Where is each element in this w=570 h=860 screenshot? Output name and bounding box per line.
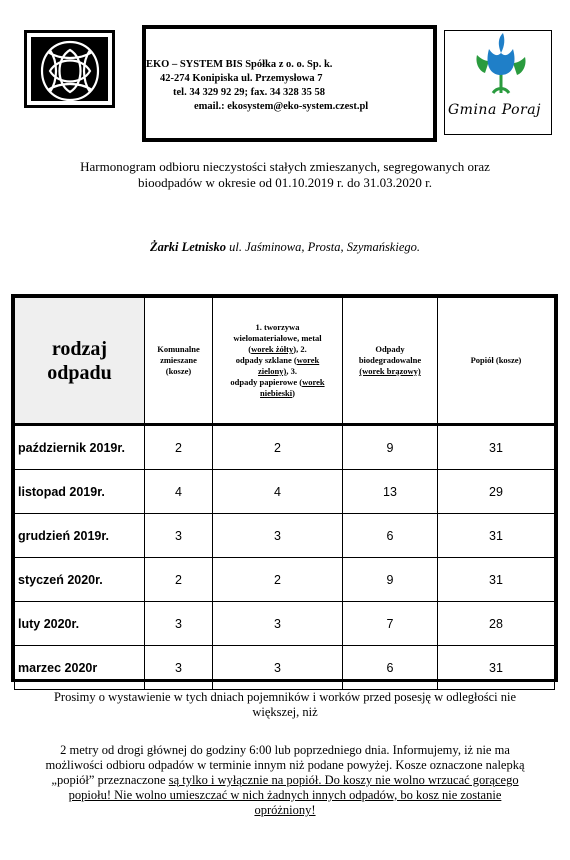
header-bio: Odpady biodegradowalne (worek brązowy) [343,298,438,425]
cell-bio: 13 [343,470,438,514]
cell-segregowane: 3 [213,602,343,646]
location-line [0,240,570,255]
cell-bio: 9 [343,425,438,470]
cell-segregowane: 2 [213,425,343,470]
schedule-heading-line2: bioodpadów w okresie od 01.10.2019 r. do 31.03.2020 r. [138,175,432,190]
cell-popiol: 31 [438,558,555,602]
location-streets: ul. Jaśminowa, Prosta, Szymańskiego. [226,240,421,254]
cell-segregowane: 4 [213,470,343,514]
row-month: listopad 2019r. [15,470,145,514]
company-phone: tel. 34 329 92 29; fax. 34 328 35 58 [173,87,325,98]
schedule-table [11,294,558,682]
cell-popiol: 29 [438,470,555,514]
company-name: EKO – SYSTEM BIS Spółka z o. o. Sp. k. [146,59,333,70]
cell-popiol: 31 [438,514,555,558]
schedule-heading-line1: Harmonogram odbioru nieczystości stałych zmieszanych, segregowanych oraz [80,159,490,174]
cell-komunalne: 3 [145,646,213,690]
row-month: grudzień 2019r. [15,514,145,558]
header-popiol: Popiół (kosze) [438,298,555,425]
cell-komunalne: 3 [145,602,213,646]
row-month: luty 2020r. [15,602,145,646]
gmina-logo-text: Gmina Poraj [448,102,541,118]
note-paragraph-2: 2 metry od drogi głównej do godziny 6:00 lub poprzedniego dnia. Informujemy, iż nie ma możliwości odbioru odpadów w terminie innym niż podane powyżej. Kosze oznaczone nalepką „popiół” przeznaczone są tylko i wyłącznie na popiół. Do koszy nie wolno wrzucać gorącego popiołu! Nie wolno umieszczać w nich żadnych innych odpadów, bo kosz nie zostanie opróżniony! [45,743,525,817]
table-row [15,425,555,470]
cell-komunalne: 4 [145,470,213,514]
cell-bio: 7 [343,602,438,646]
table-row [15,558,555,602]
row-month: październik 2019r. [15,425,145,470]
cell-segregowane: 2 [213,558,343,602]
location-town: Żarki Letnisko [149,240,227,254]
gmina-poraj-logo [444,30,552,135]
cell-segregowane: 3 [213,646,343,690]
company-info-box [142,25,437,142]
cell-komunalne: 2 [145,558,213,602]
cell-segregowane: 3 [213,514,343,558]
header-segregowane: 1. tworzywa wielomateriałowe, metal (worek żółty), 2. odpady szklane (worek zielony), 3. odpady papierowe (worek niebieski) [213,298,343,425]
table-row [15,602,555,646]
knot-emblem-icon [36,38,104,104]
row-month: styczeń 2020r. [15,558,145,602]
header-komunalne: Komunalne zmieszane (kosze) [145,298,213,425]
cell-popiol: 31 [438,425,555,470]
header-waste-type: rodzaj odpadu [15,298,145,425]
cell-bio: 9 [343,558,438,602]
company-email: email.: ekosystem@eko-system.czest.pl [194,101,369,112]
table-row [15,646,555,690]
cell-bio: 6 [343,514,438,558]
tulip-icon [445,31,551,101]
note-paragraph-1: Prosimy o wystawienie w tych dniach pojemników i worków przed posesję w odległości nie większej, niż [53,690,517,719]
table-row [15,470,555,514]
row-month: marzec 2020r [15,646,145,690]
cell-komunalne: 2 [145,425,213,470]
table-header-row [15,298,555,425]
cell-popiol: 31 [438,646,555,690]
cell-komunalne: 3 [145,514,213,558]
company-logo [24,30,115,108]
company-address: 42-274 Konipiska ul. Przemysłowa 7 [160,73,323,84]
table-row [15,514,555,558]
cell-popiol: 28 [438,602,555,646]
cell-bio: 6 [343,646,438,690]
